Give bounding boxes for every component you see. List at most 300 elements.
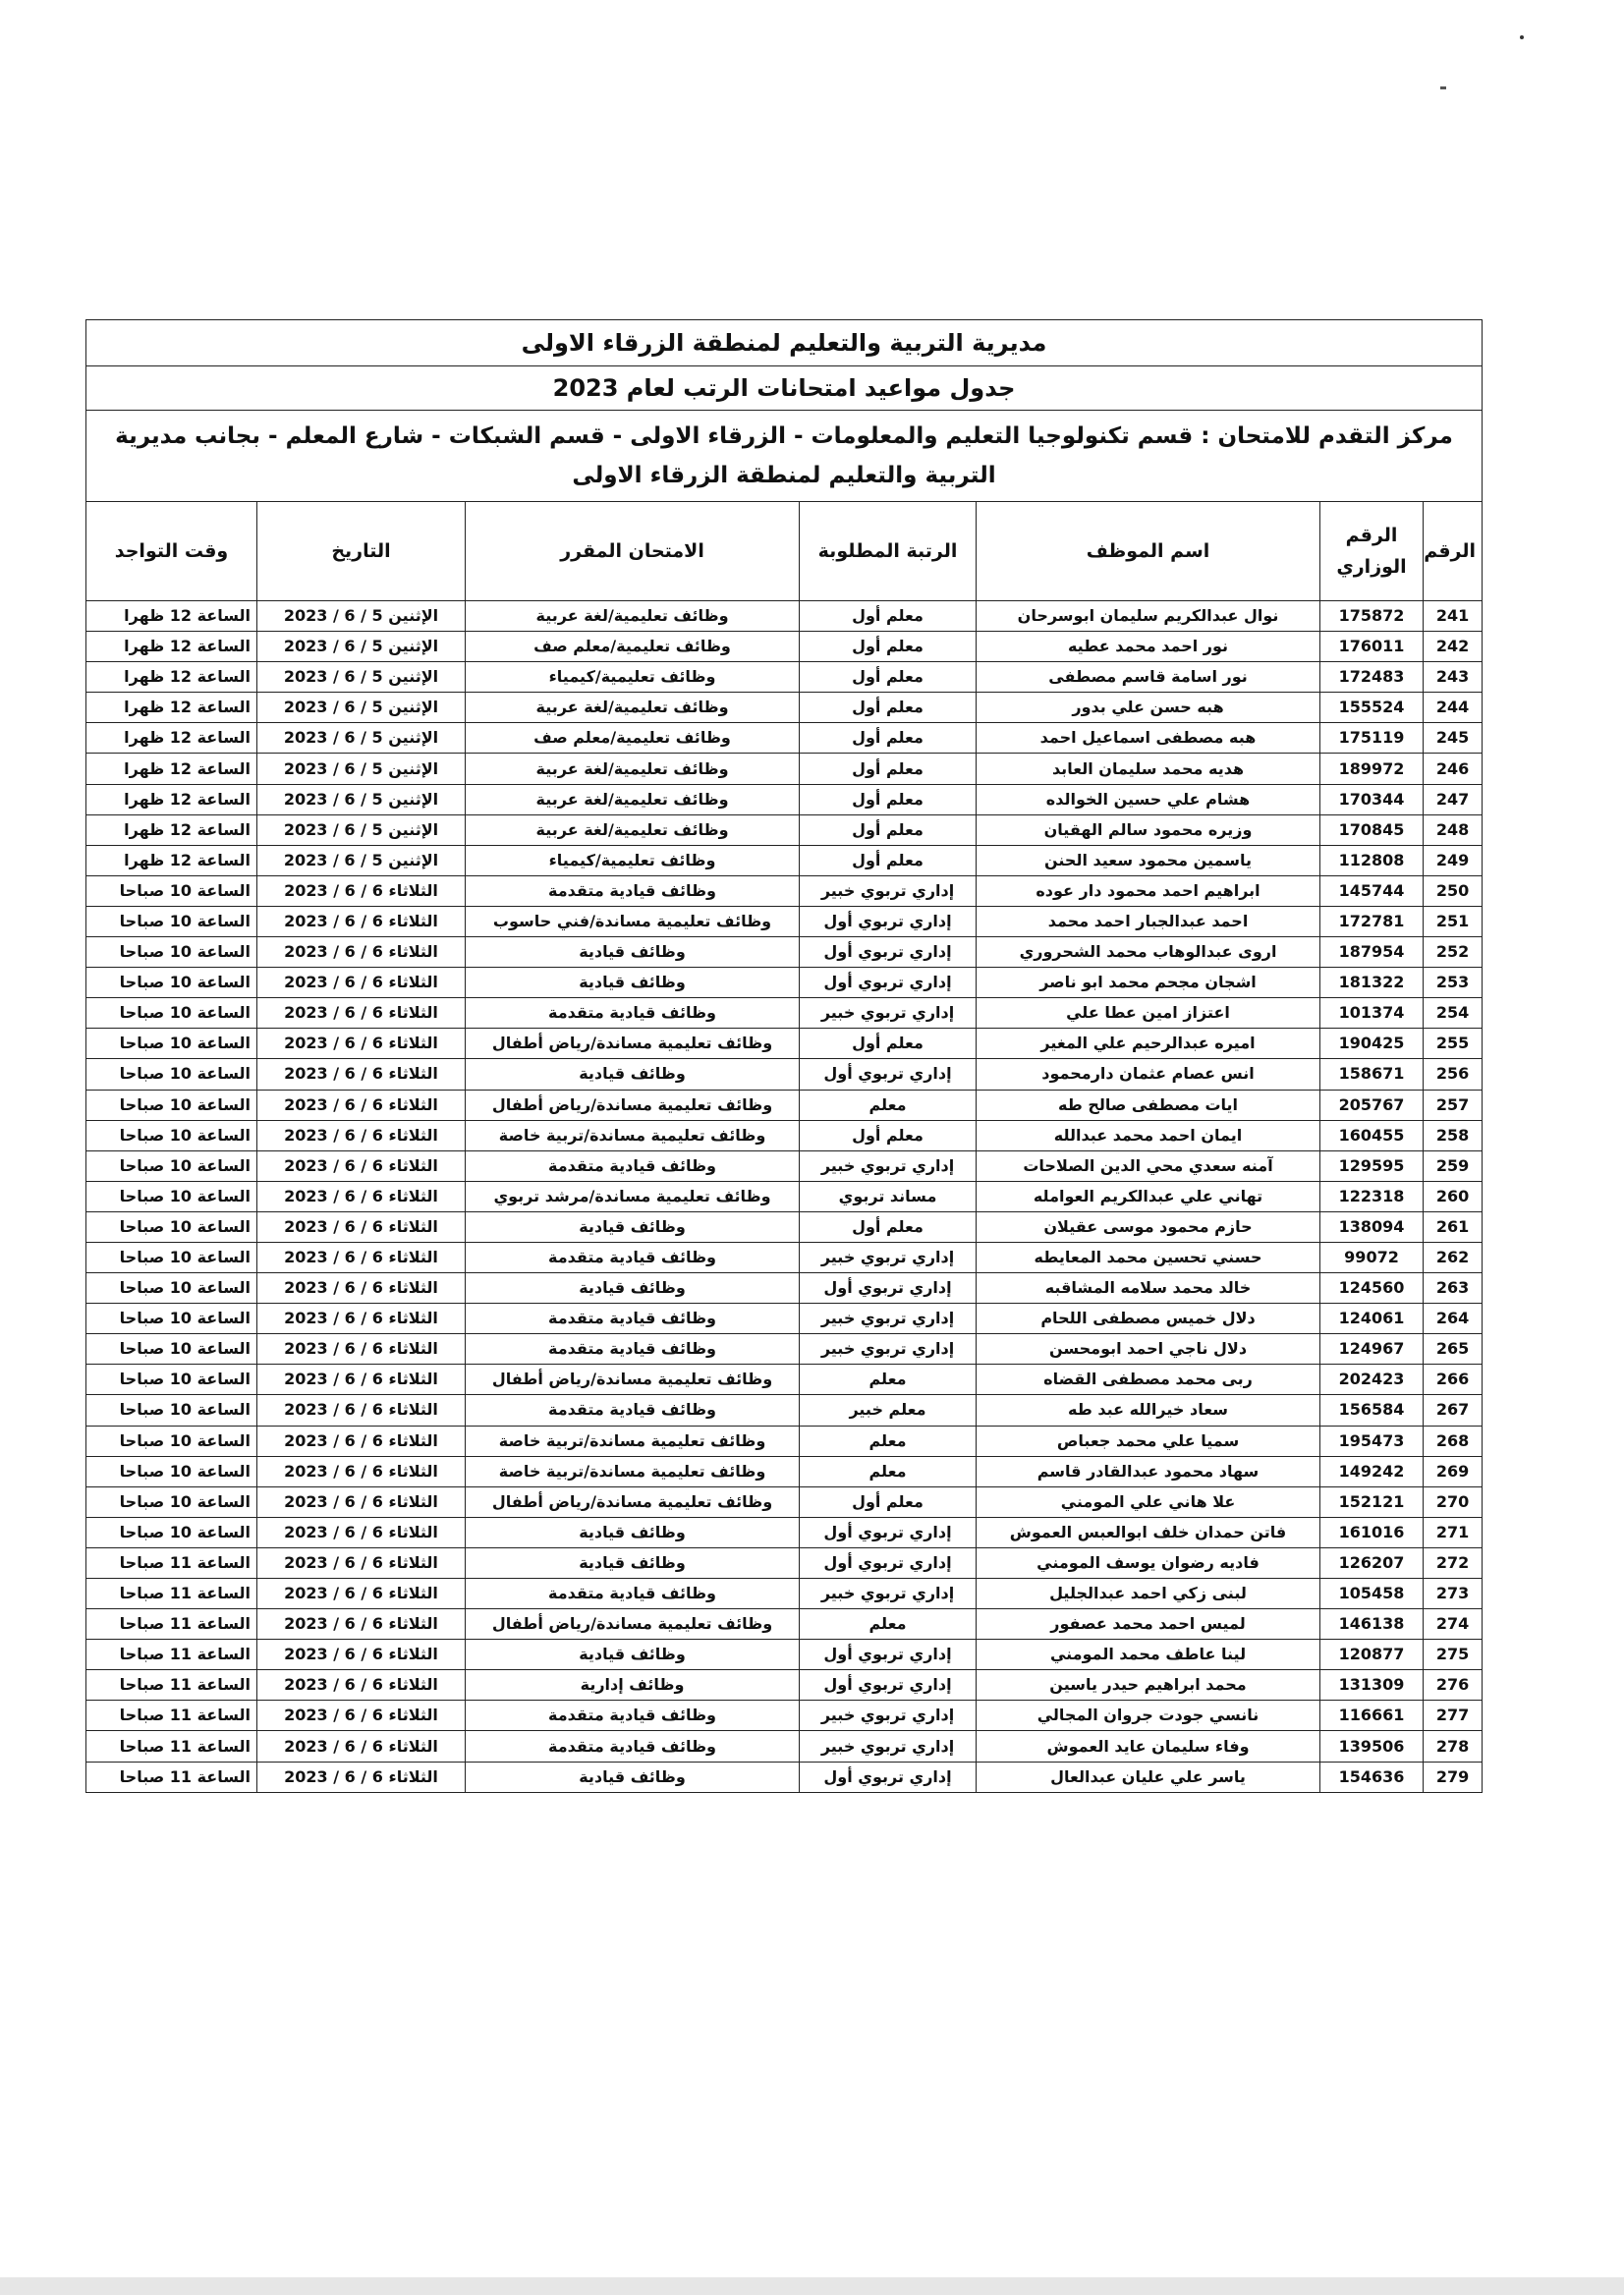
- required-rank: إداري تربوي أول: [800, 1547, 977, 1578]
- ministry-number: 152121: [1320, 1486, 1424, 1517]
- employee-name: هبه حسن علي بدور: [977, 693, 1320, 723]
- scheduled-exam: وظائف تعليمية مساندة/تربية خاصة: [466, 1456, 800, 1486]
- employee-name: ربى محمد مصطفى القضاه: [977, 1365, 1320, 1395]
- employee-name: فاديه رضوان يوسف المومني: [977, 1547, 1320, 1578]
- row-number: 258: [1424, 1120, 1483, 1150]
- employee-name: ابراهيم احمد محمود دار عوده: [977, 875, 1320, 906]
- required-rank: معلم أول: [800, 784, 977, 814]
- table-row: [86, 814, 1483, 845]
- required-rank: معلم أول: [800, 662, 977, 693]
- table-row: [86, 1640, 1483, 1670]
- attendance-time: الساعة 10 صباحا: [86, 1395, 257, 1426]
- attendance-time: الساعة 10 صباحا: [86, 968, 257, 998]
- ministry-number: 175119: [1320, 723, 1424, 754]
- scheduled-exam: وظائف تعليمية مساندة/رياض أطفال: [466, 1365, 800, 1395]
- row-number: 266: [1424, 1365, 1483, 1395]
- table-row: [86, 1731, 1483, 1762]
- scheduled-exam: وظائف تعليمية مساندة/رياض أطفال: [466, 1609, 800, 1640]
- exam-date: الإثنين 5 / 6 / 2023: [257, 754, 466, 784]
- scheduled-exam: وظائف قيادية متقدمة: [466, 1242, 800, 1272]
- scheduled-exam: وظائف تعليمية/لغة عربية: [466, 693, 800, 723]
- scheduled-exam: وظائف قيادية: [466, 1640, 800, 1670]
- required-rank: معلم أول: [800, 1120, 977, 1150]
- attendance-time: الساعة 11 صباحا: [86, 1609, 257, 1640]
- employee-name: احمد عبدالجبار احمد محمد: [977, 906, 1320, 936]
- exam-date: الثلاثاء 6 / 6 / 2023: [257, 1547, 466, 1578]
- required-rank: معلم أول: [800, 845, 977, 875]
- table-row: [86, 968, 1483, 998]
- employee-name: محمد ابراهيم حيدر ياسين: [977, 1670, 1320, 1701]
- attendance-time: الساعة 10 صباحا: [86, 998, 257, 1029]
- table-row: [86, 1395, 1483, 1426]
- row-number: 252: [1424, 937, 1483, 968]
- scheduled-exam: وظائف تعليمية مساندة/مرشد تربوي: [466, 1181, 800, 1211]
- required-rank: إداري تربوي أول: [800, 1517, 977, 1547]
- row-number: 241: [1424, 601, 1483, 632]
- exam-date: الثلاثاء 6 / 6 / 2023: [257, 937, 466, 968]
- exam-date: الثلاثاء 6 / 6 / 2023: [257, 1517, 466, 1547]
- row-number: 257: [1424, 1090, 1483, 1120]
- ministry-number: 181322: [1320, 968, 1424, 998]
- row-number: 263: [1424, 1273, 1483, 1304]
- attendance-time: الساعة 11 صباحا: [86, 1670, 257, 1701]
- attendance-time: الساعة 10 صباحا: [86, 1304, 257, 1334]
- table-row: [86, 1579, 1483, 1609]
- row-number: 243: [1424, 662, 1483, 693]
- exam-date: الثلاثاء 6 / 6 / 2023: [257, 1273, 466, 1304]
- row-number: 269: [1424, 1456, 1483, 1486]
- ministry-number: 156584: [1320, 1395, 1424, 1426]
- attendance-time: الساعة 10 صباحا: [86, 1120, 257, 1150]
- scheduled-exam: وظائف قيادية: [466, 968, 800, 998]
- employee-name: فاتن حمدان خلف ابوالعبس العموش: [977, 1517, 1320, 1547]
- row-number: 249: [1424, 845, 1483, 875]
- row-number: 279: [1424, 1762, 1483, 1792]
- exam-date: الثلاثاء 6 / 6 / 2023: [257, 1579, 466, 1609]
- scheduled-exam: وظائف قيادية متقدمة: [466, 875, 800, 906]
- attendance-time: الساعة 10 صباحا: [86, 1150, 257, 1181]
- employee-name: ياسمين محمود سعيد الحنن: [977, 845, 1320, 875]
- ministry-number: 120877: [1320, 1640, 1424, 1670]
- attendance-time: الساعة 12 ظهرا: [86, 814, 257, 845]
- table-row: [86, 845, 1483, 875]
- required-rank: إداري تربوي خبير: [800, 1150, 977, 1181]
- required-rank: إداري تربوي أول: [800, 937, 977, 968]
- table-row: [86, 662, 1483, 693]
- required-rank: إداري تربوي خبير: [800, 998, 977, 1029]
- attendance-time: الساعة 12 ظهرا: [86, 723, 257, 754]
- ministry-number: 161016: [1320, 1517, 1424, 1547]
- exam-schedule-table: [85, 319, 1483, 1793]
- ministry-number: 101374: [1320, 998, 1424, 1029]
- exam-date: الإثنين 5 / 6 / 2023: [257, 814, 466, 845]
- attendance-time: الساعة 10 صباحا: [86, 1456, 257, 1486]
- employee-name: دلال ناجي احمد ابومحسن: [977, 1334, 1320, 1365]
- attendance-time: الساعة 10 صباحا: [86, 1273, 257, 1304]
- table-row: [86, 754, 1483, 784]
- scheduled-exam: وظائف تعليمية مساندة/رياض أطفال: [466, 1090, 800, 1120]
- ministry-number: 205767: [1320, 1090, 1424, 1120]
- ministry-number: 99072: [1320, 1242, 1424, 1272]
- table-row: [86, 998, 1483, 1029]
- required-rank: إداري تربوي أول: [800, 1059, 977, 1090]
- required-rank: إداري تربوي أول: [800, 1273, 977, 1304]
- row-number: 253: [1424, 968, 1483, 998]
- table-row: [86, 1029, 1483, 1059]
- table-row: [86, 601, 1483, 632]
- directorate-title: مديرية التربية والتعليم لمنطقة الزرقاء الاولى: [86, 320, 1483, 366]
- scheduled-exam: وظائف تعليمية/معلم صف: [466, 723, 800, 754]
- table-row: [86, 875, 1483, 906]
- col-header-ministry-no: الرقم الوزاري: [1320, 502, 1424, 601]
- required-rank: إداري تربوي خبير: [800, 1242, 977, 1272]
- attendance-time: الساعة 12 ظهرا: [86, 845, 257, 875]
- scheduled-exam: وظائف تعليمية مساندة/فني حاسوب: [466, 906, 800, 936]
- exam-date: الثلاثاء 6 / 6 / 2023: [257, 1609, 466, 1640]
- employee-name: نانسي جودت جروان المجالي: [977, 1701, 1320, 1731]
- attendance-time: الساعة 10 صباحا: [86, 1181, 257, 1211]
- required-rank: معلم: [800, 1609, 977, 1640]
- ministry-number: 155524: [1320, 693, 1424, 723]
- table-row: [86, 937, 1483, 968]
- exam-date: الثلاثاء 6 / 6 / 2023: [257, 1456, 466, 1486]
- required-rank: إداري تربوي خبير: [800, 1731, 977, 1762]
- table-body: [86, 601, 1483, 1793]
- row-number: 276: [1424, 1670, 1483, 1701]
- attendance-time: الساعة 12 ظهرا: [86, 784, 257, 814]
- row-number: 265: [1424, 1334, 1483, 1365]
- scheduled-exam: وظائف تعليمية/لغة عربية: [466, 601, 800, 632]
- scheduled-exam: وظائف قيادية: [466, 1547, 800, 1578]
- scan-edge: [0, 2277, 1624, 2295]
- row-number: 272: [1424, 1547, 1483, 1578]
- scheduled-exam: وظائف تعليمية/كيمياء: [466, 845, 800, 875]
- scan-speck: [1440, 86, 1446, 89]
- exam-date: الثلاثاء 6 / 6 / 2023: [257, 1640, 466, 1670]
- row-number: 262: [1424, 1242, 1483, 1272]
- exam-date: الإثنين 5 / 6 / 2023: [257, 693, 466, 723]
- exam-date: الثلاثاء 6 / 6 / 2023: [257, 1486, 466, 1517]
- required-rank: مساند تربوي: [800, 1181, 977, 1211]
- row-number: 250: [1424, 875, 1483, 906]
- employee-name: اشجان مجحم محمد ابو ناصر: [977, 968, 1320, 998]
- employee-name: سعاد خيرالله عبد طه: [977, 1395, 1320, 1426]
- row-number: 278: [1424, 1731, 1483, 1762]
- table-row: [86, 1181, 1483, 1211]
- exam-date: الثلاثاء 6 / 6 / 2023: [257, 998, 466, 1029]
- employee-name: ياسر علي عليان عبدالعال: [977, 1762, 1320, 1792]
- employee-name: اروى عبدالوهاب محمد الشحروري: [977, 937, 1320, 968]
- row-number: 254: [1424, 998, 1483, 1029]
- employee-name: خالد محمد سلامه المشاقبه: [977, 1273, 1320, 1304]
- table-row: [86, 1242, 1483, 1272]
- ministry-number: 176011: [1320, 632, 1424, 662]
- employee-name: علا هاني علي المومني: [977, 1486, 1320, 1517]
- exam-center-info: مركز التقدم للامتحان : قسم تكنولوجيا التعليم والمعلومات - الزرقاء الاولى - قسم الشبكات - شارع المعلم - بجانب مديرية التربية والتعليم لمنطقة الزرقاء الاولى: [86, 411, 1483, 502]
- required-rank: إداري تربوي أول: [800, 968, 977, 998]
- table-row: [86, 1517, 1483, 1547]
- attendance-time: الساعة 10 صباحا: [86, 1334, 257, 1365]
- exam-date: الثلاثاء 6 / 6 / 2023: [257, 1059, 466, 1090]
- exam-date: الثلاثاء 6 / 6 / 2023: [257, 1670, 466, 1701]
- row-number: 242: [1424, 632, 1483, 662]
- exam-date: الثلاثاء 6 / 6 / 2023: [257, 906, 466, 936]
- row-number: 271: [1424, 1517, 1483, 1547]
- employee-name: ايمان احمد محمد عبدالله: [977, 1120, 1320, 1150]
- required-rank: معلم أول: [800, 754, 977, 784]
- scheduled-exam: وظائف قيادية متقدمة: [466, 1150, 800, 1181]
- scheduled-exam: وظائف تعليمية/لغة عربية: [466, 784, 800, 814]
- scheduled-exam: وظائف قيادية: [466, 1273, 800, 1304]
- row-number: 255: [1424, 1029, 1483, 1059]
- attendance-time: الساعة 12 ظهرا: [86, 601, 257, 632]
- ministry-number: 149242: [1320, 1456, 1424, 1486]
- attendance-time: الساعة 12 ظهرا: [86, 693, 257, 723]
- exam-date: الإثنين 5 / 6 / 2023: [257, 784, 466, 814]
- row-number: 256: [1424, 1059, 1483, 1090]
- exam-date: الثلاثاء 6 / 6 / 2023: [257, 1150, 466, 1181]
- ministry-number: 145744: [1320, 875, 1424, 906]
- exam-date: الثلاثاء 6 / 6 / 2023: [257, 1426, 466, 1456]
- table-row: [86, 1486, 1483, 1517]
- scheduled-exam: وظائف قيادية متقدمة: [466, 1579, 800, 1609]
- row-number: 268: [1424, 1426, 1483, 1456]
- employee-name: آمنه سعدي محي الدين الصلاحات: [977, 1150, 1320, 1181]
- table-row: [86, 1426, 1483, 1456]
- employee-name: نور اسامة قاسم مصطفى: [977, 662, 1320, 693]
- attendance-time: الساعة 11 صباحا: [86, 1640, 257, 1670]
- employee-name: اعتزاز امين عطا علي: [977, 998, 1320, 1029]
- row-number: 251: [1424, 906, 1483, 936]
- required-rank: معلم أول: [800, 632, 977, 662]
- attendance-time: الساعة 12 ظهرا: [86, 662, 257, 693]
- required-rank: إداري تربوي أول: [800, 1640, 977, 1670]
- col-header-no: الرقم: [1424, 502, 1483, 601]
- row-number: 275: [1424, 1640, 1483, 1670]
- employee-name: هشام علي حسين الخوالده: [977, 784, 1320, 814]
- exam-date: الثلاثاء 6 / 6 / 2023: [257, 1304, 466, 1334]
- required-rank: إداري تربوي خبير: [800, 1701, 977, 1731]
- scheduled-exam: وظائف تعليمية مساندة/رياض أطفال: [466, 1486, 800, 1517]
- attendance-time: الساعة 10 صباحا: [86, 875, 257, 906]
- scheduled-exam: وظائف قيادية: [466, 1762, 800, 1792]
- employee-name: لينا عاطف محمد المومني: [977, 1640, 1320, 1670]
- exam-date: الإثنين 5 / 6 / 2023: [257, 723, 466, 754]
- attendance-time: الساعة 10 صباحا: [86, 1029, 257, 1059]
- row-number: 247: [1424, 784, 1483, 814]
- employee-name: لميس احمد محمد عصفور: [977, 1609, 1320, 1640]
- attendance-time: الساعة 10 صباحا: [86, 1365, 257, 1395]
- table-row: [86, 1120, 1483, 1150]
- table-row: [86, 1211, 1483, 1242]
- ministry-number: 112808: [1320, 845, 1424, 875]
- attendance-time: الساعة 10 صباحا: [86, 1486, 257, 1517]
- ministry-number: 124967: [1320, 1334, 1424, 1365]
- exam-date: الثلاثاء 6 / 6 / 2023: [257, 875, 466, 906]
- attendance-time: الساعة 10 صباحا: [86, 906, 257, 936]
- employee-name: وزيره محمود سالم الهقيان: [977, 814, 1320, 845]
- table-row: [86, 1609, 1483, 1640]
- ministry-number: 124061: [1320, 1304, 1424, 1334]
- scheduled-exam: وظائف تعليمية مساندة/رياض أطفال: [466, 1029, 800, 1059]
- row-number: 267: [1424, 1395, 1483, 1426]
- exam-date: الإثنين 5 / 6 / 2023: [257, 845, 466, 875]
- exam-date: الثلاثاء 6 / 6 / 2023: [257, 1120, 466, 1150]
- row-number: 277: [1424, 1701, 1483, 1731]
- table-row: [86, 1701, 1483, 1731]
- required-rank: معلم أول: [800, 601, 977, 632]
- attendance-time: الساعة 10 صباحا: [86, 1242, 257, 1272]
- table-row: [86, 906, 1483, 936]
- table-row: [86, 1547, 1483, 1578]
- attendance-time: الساعة 10 صباحا: [86, 1426, 257, 1456]
- scheduled-exam: وظائف قيادية: [466, 1517, 800, 1547]
- attendance-time: الساعة 11 صباحا: [86, 1731, 257, 1762]
- row-number: 244: [1424, 693, 1483, 723]
- scheduled-exam: وظائف تعليمية/معلم صف: [466, 632, 800, 662]
- required-rank: معلم أول: [800, 1211, 977, 1242]
- exam-date: الإثنين 5 / 6 / 2023: [257, 601, 466, 632]
- col-header-name: اسم الموظف: [977, 502, 1320, 601]
- scheduled-exam: وظائف قيادية متقدمة: [466, 1304, 800, 1334]
- ministry-number: 170845: [1320, 814, 1424, 845]
- attendance-time: الساعة 11 صباحا: [86, 1579, 257, 1609]
- scheduled-exam: وظائف قيادية متقدمة: [466, 1395, 800, 1426]
- employee-name: نوال عبدالكريم سليمان ابوسرحان: [977, 601, 1320, 632]
- table-row: [86, 784, 1483, 814]
- exam-date: الثلاثاء 6 / 6 / 2023: [257, 1242, 466, 1272]
- scheduled-exam: وظائف قيادية متقدمة: [466, 998, 800, 1029]
- required-rank: إداري تربوي أول: [800, 1762, 977, 1792]
- row-number: 248: [1424, 814, 1483, 845]
- exam-date: الثلاثاء 6 / 6 / 2023: [257, 1334, 466, 1365]
- exam-date: الثلاثاء 6 / 6 / 2023: [257, 1365, 466, 1395]
- employee-name: نور احمد محمد عطيه: [977, 632, 1320, 662]
- attendance-time: الساعة 10 صباحا: [86, 1211, 257, 1242]
- table-row: [86, 1059, 1483, 1090]
- exam-date: الثلاثاء 6 / 6 / 2023: [257, 1731, 466, 1762]
- ministry-number: 195473: [1320, 1426, 1424, 1456]
- required-rank: معلم: [800, 1365, 977, 1395]
- ministry-number: 172781: [1320, 906, 1424, 936]
- ministry-number: 160455: [1320, 1120, 1424, 1150]
- ministry-number: 146138: [1320, 1609, 1424, 1640]
- required-rank: إداري تربوي أول: [800, 906, 977, 936]
- row-number: 261: [1424, 1211, 1483, 1242]
- employee-name: حسني تحسين محمد المعايطه: [977, 1242, 1320, 1272]
- ministry-number: 116661: [1320, 1701, 1424, 1731]
- required-rank: معلم خبير: [800, 1395, 977, 1426]
- table-row: [86, 1334, 1483, 1365]
- scheduled-exam: وظائف تعليمية/كيمياء: [466, 662, 800, 693]
- exam-date: الإثنين 5 / 6 / 2023: [257, 632, 466, 662]
- attendance-time: الساعة 11 صباحا: [86, 1547, 257, 1578]
- table-row: [86, 1304, 1483, 1334]
- scheduled-exam: وظائف تعليمية مساندة/تربية خاصة: [466, 1120, 800, 1150]
- ministry-number: 190425: [1320, 1029, 1424, 1059]
- required-rank: معلم: [800, 1090, 977, 1120]
- employee-name: سميا علي محمد جعباص: [977, 1426, 1320, 1456]
- attendance-time: الساعة 10 صباحا: [86, 1090, 257, 1120]
- attendance-time: الساعة 12 ظهرا: [86, 632, 257, 662]
- row-number: 246: [1424, 754, 1483, 784]
- row-number: 264: [1424, 1304, 1483, 1334]
- required-rank: معلم أول: [800, 1029, 977, 1059]
- scheduled-exam: وظائف قيادية: [466, 1059, 800, 1090]
- table-row: [86, 632, 1483, 662]
- exam-date: الثلاثاء 6 / 6 / 2023: [257, 1395, 466, 1426]
- ministry-number: 158671: [1320, 1059, 1424, 1090]
- scheduled-exam: وظائف قيادية متقدمة: [466, 1731, 800, 1762]
- ministry-number: 175872: [1320, 601, 1424, 632]
- required-rank: إداري تربوي خبير: [800, 1304, 977, 1334]
- ministry-number: 129595: [1320, 1150, 1424, 1181]
- scheduled-exam: وظائف قيادية متقدمة: [466, 1701, 800, 1731]
- table-row: [86, 1273, 1483, 1304]
- required-rank: معلم أول: [800, 723, 977, 754]
- required-rank: معلم أول: [800, 1486, 977, 1517]
- row-number: 273: [1424, 1579, 1483, 1609]
- employee-name: هديه محمد سليمان العابد: [977, 754, 1320, 784]
- table-row: [86, 1762, 1483, 1792]
- employee-name: حازم محمود موسى عقيلان: [977, 1211, 1320, 1242]
- employee-name: وفاء سليمان عايد العموش: [977, 1731, 1320, 1762]
- scan-speck: [1520, 35, 1524, 39]
- ministry-number: 122318: [1320, 1181, 1424, 1211]
- ministry-number: 105458: [1320, 1579, 1424, 1609]
- ministry-number: 126207: [1320, 1547, 1424, 1578]
- attendance-time: الساعة 10 صباحا: [86, 1059, 257, 1090]
- row-number: 270: [1424, 1486, 1483, 1517]
- scheduled-exam: وظائف تعليمية/لغة عربية: [466, 814, 800, 845]
- scheduled-exam: وظائف إدارية: [466, 1670, 800, 1701]
- attendance-time: الساعة 12 ظهرا: [86, 754, 257, 784]
- ministry-number: 172483: [1320, 662, 1424, 693]
- table-row: [86, 1150, 1483, 1181]
- schedule-title: جدول مواعيد امتحانات الرتب لعام 2023: [86, 366, 1483, 411]
- ministry-number: 187954: [1320, 937, 1424, 968]
- required-rank: معلم: [800, 1426, 977, 1456]
- scheduled-exam: وظائف قيادية: [466, 1211, 800, 1242]
- ministry-number: 139506: [1320, 1731, 1424, 1762]
- col-header-rank: الرتبة المطلوبة: [800, 502, 977, 601]
- row-number: 259: [1424, 1150, 1483, 1181]
- exam-date: الثلاثاء 6 / 6 / 2023: [257, 1211, 466, 1242]
- ministry-number: 131309: [1320, 1670, 1424, 1701]
- employee-name: هبه مصطفى اسماعيل احمد: [977, 723, 1320, 754]
- required-rank: إداري تربوي أول: [800, 1670, 977, 1701]
- attendance-time: الساعة 11 صباحا: [86, 1701, 257, 1731]
- col-header-date: التاريخ: [257, 502, 466, 601]
- ministry-number: 202423: [1320, 1365, 1424, 1395]
- required-rank: معلم أول: [800, 693, 977, 723]
- exam-date: الثلاثاء 6 / 6 / 2023: [257, 1181, 466, 1211]
- table-row: [86, 1670, 1483, 1701]
- exam-date: الثلاثاء 6 / 6 / 2023: [257, 968, 466, 998]
- exam-date: الثلاثاء 6 / 6 / 2023: [257, 1701, 466, 1731]
- row-number: 260: [1424, 1181, 1483, 1211]
- employee-name: ايات مصطفى صالح طه: [977, 1090, 1320, 1120]
- scheduled-exam: وظائف تعليمية/لغة عربية: [466, 754, 800, 784]
- scheduled-exam: وظائف قيادية متقدمة: [466, 1334, 800, 1365]
- exam-date: الثلاثاء 6 / 6 / 2023: [257, 1029, 466, 1059]
- employee-name: سهاد محمود عبدالقادر قاسم: [977, 1456, 1320, 1486]
- employee-name: تهاني علي عبدالكريم العوامله: [977, 1181, 1320, 1211]
- ministry-number: 138094: [1320, 1211, 1424, 1242]
- exam-date: الإثنين 5 / 6 / 2023: [257, 662, 466, 693]
- table-row: [86, 1090, 1483, 1120]
- table-row: [86, 693, 1483, 723]
